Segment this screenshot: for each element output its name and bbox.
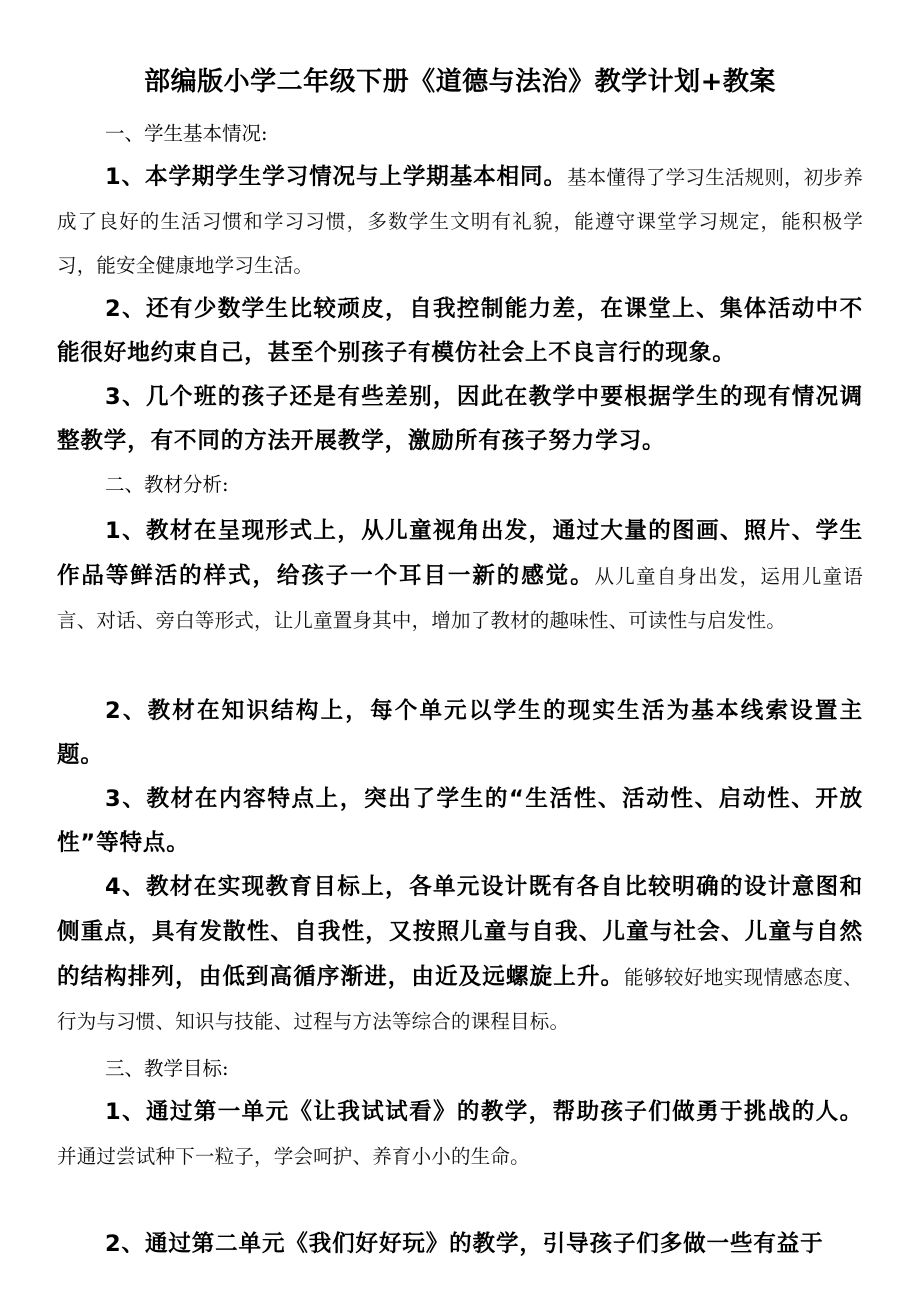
paragraph-3-2 [57, 1222, 863, 1266]
paragraph-2-4-lead: 4、教材在实现教育目标上，各单元设计既有各自比较明确的设计意图和侧重点，具有发散性、自我性，又按照儿童与自我、儿童与社会、儿童与自然的结构排列，由低到高循序渐进，由近及远螺旋上升。 [57, 874, 863, 990]
paragraph-2-1 [57, 509, 863, 643]
page-title: 部编版小学二年级下册《道德与法治》教学计划+教案 [144, 67, 776, 97]
paragraph-1-2-lead: 2、还有少数学生比较顽皮，自我控制能力差，在课堂上、集体活动中不能很好地约束自己，甚至个别孩子有模仿社会上不良言行的现象。 [57, 296, 863, 366]
section-heading-1: 一、学生基本情况: [105, 122, 268, 145]
section-heading-2: 二、教材分析: [105, 473, 229, 496]
paragraph-1-1-body: 基本懂得了学习生活规则，初步养成了良好的生活习惯和学习习惯，多数学生文明有礼貌，能遵守课堂学习规定，能积极学习，能安全健康地学习生活。 [57, 166, 863, 277]
paragraph-3-2-lead: 2、通过第二单元《我们好好玩》的教学，引导孩子们多做一些有益于 [105, 1231, 824, 1257]
paragraph-2-4 [57, 865, 863, 1044]
paragraph-1-3-lead: 3、几个班的孩子还是有些差别，因此在教学中要根据学生的现有情况调整教学，有不同的方法开展教学，激励所有孩子努力学习。 [57, 384, 863, 454]
paragraph-3-1-body: 并通过尝试种下一粒子，学会呵护、养育小小的生命。 [57, 1145, 530, 1168]
paragraph-2-4-body: 能够较好地实现情感态度、行为与习惯、知识与技能、过程与方法等综合的课程目标。 [57, 966, 863, 1033]
paragraph-1-3 [57, 375, 863, 463]
paragraph-1-1-lead: 1、本学期学生学习情况与上学期基本相同。 [105, 164, 567, 190]
paragraph-3-1 [57, 1090, 863, 1179]
paragraph-2-3-lead: 3、教材在内容特点上，突出了学生的“生活性、活动性、启动性、开放性”等特点。 [57, 786, 863, 856]
paragraph-2-1-body: 从儿童自身出发，运用儿童语言、对话、旁白等形式，让儿童置身其中，增加了教材的趣味性、可读性与启发性。 [57, 565, 863, 632]
paragraph-2-2 [57, 689, 863, 777]
paragraph-3-1-lead: 1、通过第一单元《让我试试看》的教学，帮助孩子们做勇于挑战的人。 [105, 1099, 863, 1125]
paragraph-2-3 [57, 777, 863, 865]
paragraph-1-2 [57, 287, 863, 375]
paragraph-2-1-lead: 1、教材在呈现形式上，从儿童视角出发，通过大量的图画、照片、学生作品等鲜活的样式，给孩子一个耳目一新的感觉。 [57, 518, 863, 589]
section-heading-3: 三、教学目标: [105, 1057, 229, 1080]
paragraph-1-1 [57, 155, 863, 288]
paragraph-2-2-lead: 2、教材在知识结构上，每个单元以学生的现实生活为基本线索设置主题。 [57, 698, 863, 768]
